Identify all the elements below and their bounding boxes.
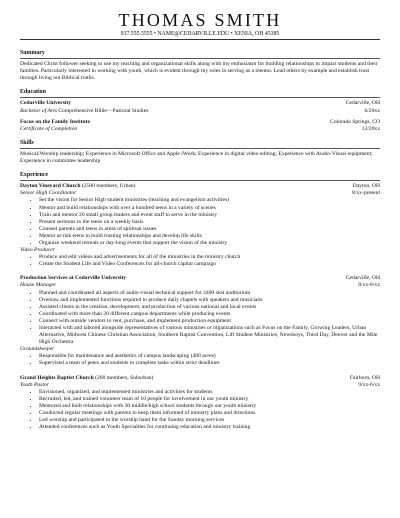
skills-text: Musical/Worship leadership; Experience in Microsoft Office and Apple iWork; Experience in digital video editing; Experience with Audio-Visual equipment; Experience in committee leadership — [20, 150, 373, 165]
list-item: • Recruited, led, and trained volunteer team of 10 people for involvement in our youth ministry — [39, 396, 380, 403]
list-item: • Create the Student Life and Video Conferences for all-church capital campaign — [39, 261, 380, 268]
list-item: • Coordinated with more than 20 different campus departments while producing events — [39, 311, 380, 318]
certificate: Certificate of Completion — [20, 125, 78, 132]
list-item: • Attended conferences such as Youth Specialties for continuing education and ministry training — [39, 424, 380, 431]
school-name: Cedarville University — [20, 100, 72, 107]
list-item: • Mentor at-risk teens to build trusting relationships and develop life skills — [39, 233, 380, 240]
header-divider — [20, 39, 380, 40]
list-item: • Supervised a team of peers and students to complete tasks within strict deadlines — [39, 360, 380, 367]
list-item: • Set the vision for Senior High student ministries (teaching and evangelism activities) — [39, 197, 380, 204]
job-entry — [20, 375, 380, 432]
list-item: • Conducted regular meetings with parents to keep them informed of ministry plans and directions — [39, 410, 380, 417]
list-item: • Responsible for maintenance and aesthetics of campus landscaping (400 acres) — [39, 353, 380, 360]
candidate-name: THOMAS SMITH — [118, 10, 282, 30]
list-item: • Mentored and built relationships with 30 middle/high school students through our youth ministry — [39, 403, 380, 410]
job-title: House Manager — [20, 282, 57, 289]
employer-location: Fairborn, OH — [349, 374, 380, 381]
list-item: • Led worship and participated in the worship band for the Sunday morning services — [39, 417, 380, 424]
duties-list — [20, 389, 380, 432]
list-item: • Mentor and build relationships with over a hundred teens in a variety of scenes — [39, 205, 380, 212]
graduation-date: 6/20xx — [364, 107, 380, 114]
list-item: • Counsel parents and teens in areas of spiritual issues — [39, 226, 380, 233]
skills-divider — [20, 148, 380, 149]
employer-location: Dayton, OH — [352, 183, 380, 190]
employer-note: (2500 members, Urban) — [80, 183, 136, 190]
employer-name: Grand Heights Baptist Church — [20, 374, 94, 381]
summary-heading: Summary — [20, 50, 45, 56]
duties-list — [20, 197, 380, 247]
certificate-date: 12/20xx — [361, 125, 380, 132]
job-title: Senior High Coordinator — [20, 190, 77, 197]
experience-heading: Experience — [20, 172, 49, 179]
experience-divider — [20, 180, 380, 181]
list-item: • Connect with outside vendors to rent, purchase, and implement production equipment — [39, 318, 380, 325]
list-item: • Envisioned, organized, and implemented ministries and activities for students — [39, 389, 380, 396]
list-item: • Train and mentor 20 small group leaders and event staff to serve in the ministry — [39, 212, 380, 219]
education-divider — [20, 97, 380, 98]
job-dates: 9/xx-6/xx — [358, 381, 380, 388]
list-item: • Planned and coordinated all aspects of audio-visual technical support for 3400 seat auditorium — [39, 290, 380, 297]
school-location: Colorado Springs, CO — [330, 118, 380, 125]
education-heading: Education — [20, 89, 46, 96]
degree-major: Comprehensive Bible—Pastoral Studies — [56, 107, 149, 114]
list-item: • Oversaw and implemented functions required to produce daily chapels with speakers and musicians — [39, 297, 380, 304]
duties-list — [20, 254, 380, 268]
employer-note: (200 members, Suburban) — [93, 374, 154, 381]
employer-name: Production Services at Cedarville University — [20, 275, 127, 282]
degree — [20, 108, 148, 115]
duties-list — [20, 290, 380, 347]
job-dates: 8/xx-present — [352, 190, 380, 197]
job-entry — [20, 183, 380, 268]
summary-divider — [20, 58, 380, 59]
employer-name: Dayton Vineyard Church — [20, 183, 81, 190]
summary-text: Dedicated Christ follower seeking to use my teaching and organizational skills along with my enthusiasm for building relationships to impact students and their families. Particularly interested in working with youth, which is evident through my roles in serving as a mentor. Lead others by example and establish trust through living out Biblical truths. — [20, 61, 378, 82]
school-location: Cedarville, OH — [345, 100, 380, 107]
employer-location: Cedarville, OH — [345, 275, 380, 282]
skills-heading: Skills — [20, 139, 34, 146]
contact-line: 937.555.5555 • NAME@CEDARVILLE.EDU • XENIA, OH 45385 — [120, 31, 280, 37]
job-dates: 8/xx-8/xx — [358, 282, 380, 289]
list-item: • Interacted with and labored alongside representatives of various ministries or organizations such as Focus on the Family, Growing Leaders, Urban Alternative, Midwest Chinese Christian Association, Southern Baptist Convention, Lift Student Ministries, Newsboys, Third Day, Denver and the Mile High Orchestra — [39, 325, 380, 346]
list-item: • Produce and edit videos and advertisements for all of the ministries in the ministry church — [39, 254, 380, 261]
school-name: Focus on the Family Institute — [20, 118, 90, 125]
list-item: • Organize weekend retreats or day-long events that support the vision of the ministry — [39, 240, 380, 247]
job-title: Groundskeeper — [20, 346, 55, 353]
list-item: • Present sermons to the teens on a weekly basis — [39, 219, 380, 226]
duties-list — [20, 353, 380, 367]
list-item: • Assisted clients in the creation, development, and production of various national and local events — [39, 304, 380, 311]
degree-type: Bachelor of Arts — [20, 107, 57, 114]
job-title: Video Producer — [20, 247, 55, 254]
job-title: Youth Pastor — [20, 381, 49, 388]
education-entry — [20, 100, 380, 114]
education-entry — [20, 119, 380, 133]
job-entry — [20, 275, 380, 367]
